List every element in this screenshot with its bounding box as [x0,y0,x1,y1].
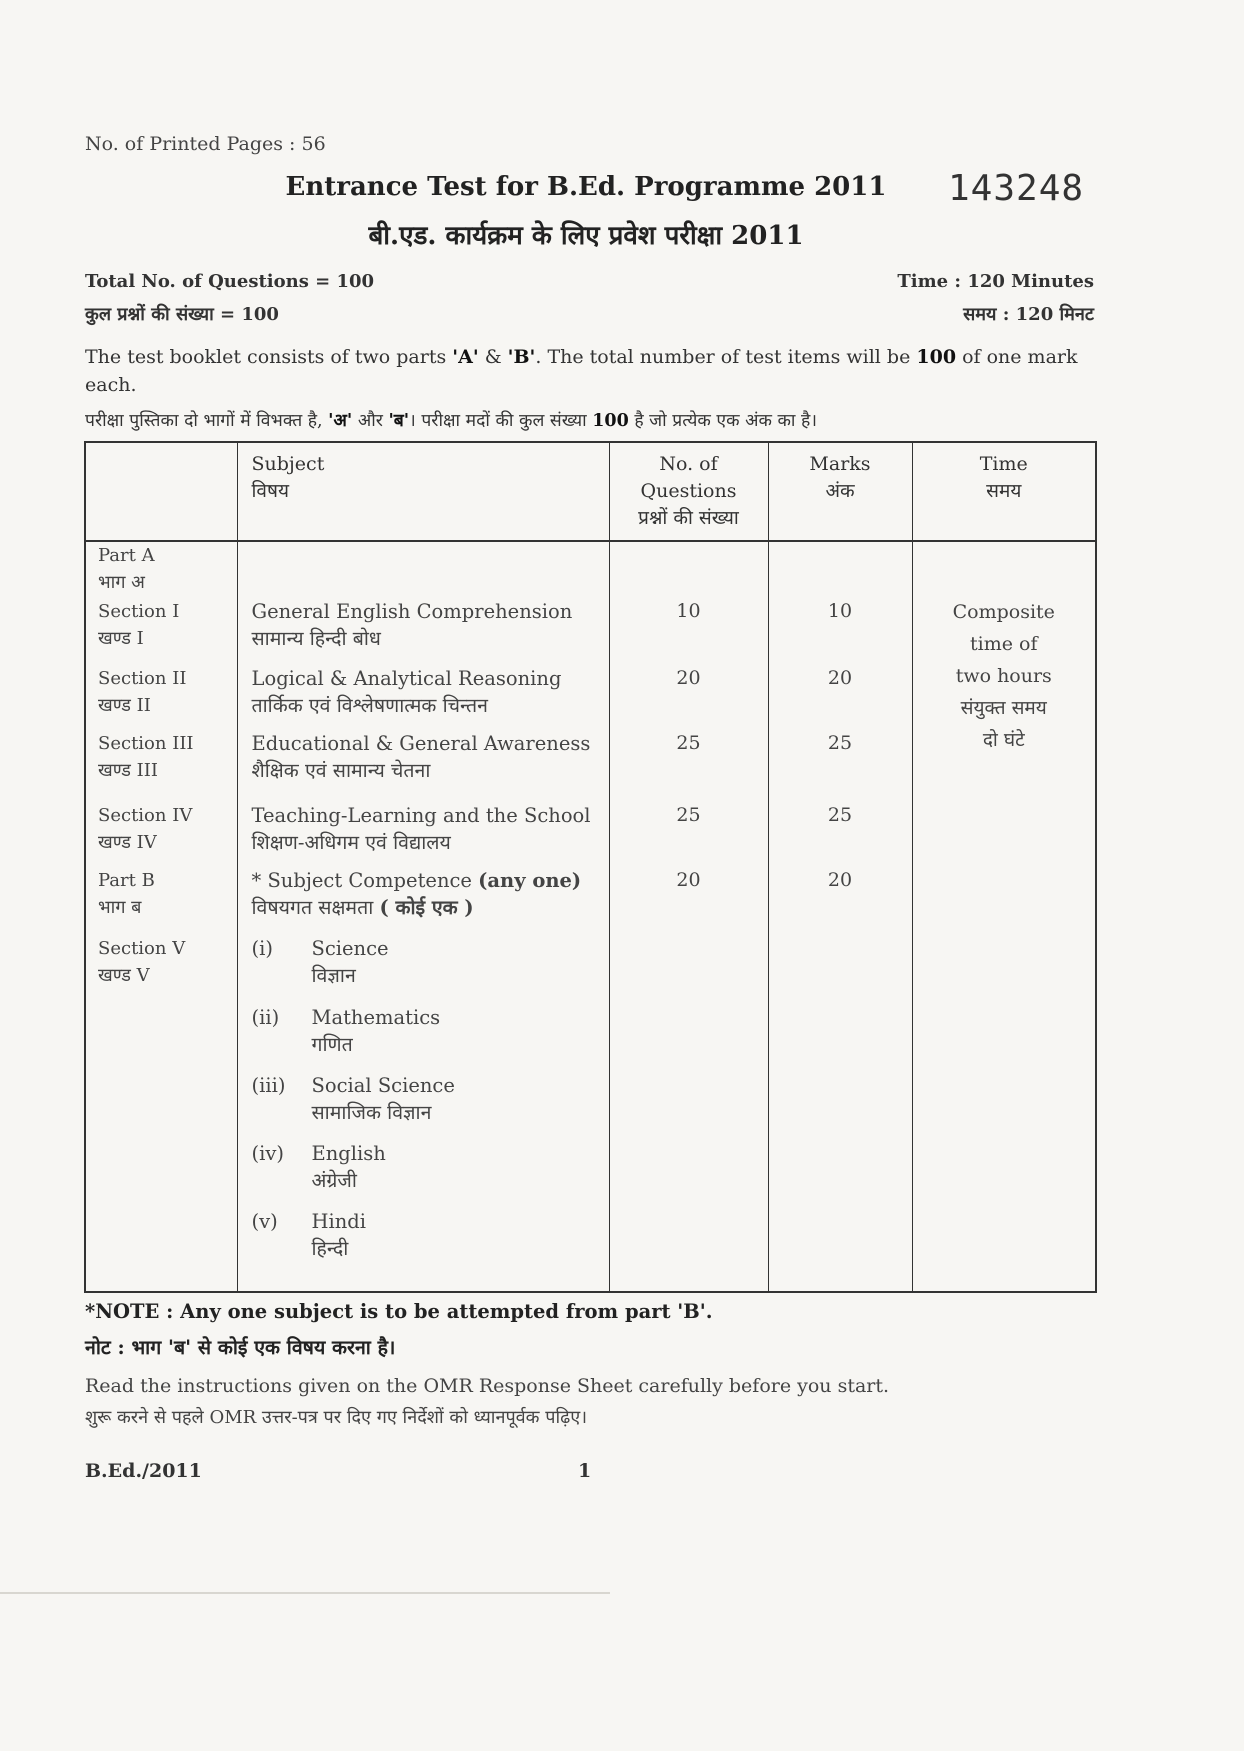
marks-value: 20 [827,667,853,689]
option-mathematics: (ii) Mathematics गणित [251,1006,441,1056]
part-a-label: Part A भाग अ [98,545,155,593]
time-hi: समय : 120 मिनट [963,304,1094,325]
subject-3: Educational & General Awareness शैक्षिक एवं सामान्य चेतना [251,732,591,782]
intro-hindi: परीक्षा पुस्तिका दो भागों में विभक्त है, 'अ' और 'ब'। परीक्षा मदों की कुल संख्या 100 है जो प्रत्येक एक अंक का है। [85,411,817,431]
section-3-label: Section III खण्ड III [98,733,194,781]
sections-column [85,541,237,1292]
questions-count: 20 [676,869,701,891]
option-english: (iv) English अंग्रेजी [251,1142,386,1192]
note-hindi: नोट : भाग 'ब' से कोई एक विषय करना है। [85,1336,396,1359]
questions-count: 25 [676,732,701,754]
marks-column [768,541,912,1292]
booklet-code: B.Ed./2011 [85,1460,202,1482]
section-4-label: Section IV खण्ड IV [98,805,193,853]
page-number: 1 [578,1460,592,1482]
questions-count: 25 [676,804,701,826]
marks-value: 25 [827,804,853,826]
section-1-label: Section I खण्ड I [98,601,180,649]
scan-line-divider [0,1592,610,1594]
title-english: Entrance Test for B.Ed. Programme 2011 [285,172,887,202]
part-b-label: Part B भाग ब [98,870,155,918]
subject-competence: * Subject Competence (any one) विषयगत सक्षमता ( कोई एक ) [251,869,582,919]
header-blank [85,442,237,541]
printed-pages: No. of Printed Pages : 56 [85,133,326,155]
note-english: *NOTE : Any one subject is to be attempted from part 'B'. [85,1300,713,1323]
subject-4: Teaching-Learning and the School शिक्षण-अधिगम एवं विद्यालय [251,804,591,854]
header-time: Time समय [912,442,1096,541]
test-structure-table [84,441,1097,1293]
serial-number: 143248 [948,168,1085,209]
marks-value: 10 [827,600,853,622]
title-hindi: बी.एड. कार्यक्रम के लिए प्रवेश परीक्षा 2011 [368,221,804,251]
intro-english: The test booklet consists of two parts 'A' & 'B'. The total number of test items will be 100 of one mark each. [85,346,1078,396]
marks-value: 25 [827,732,853,754]
section-5-label: Section V खण्ड V [98,938,186,986]
subject-2: Logical & Analytical Reasoning तार्किक एवं विश्लेषणात्मक चिन्तन [251,667,562,717]
subject-1: General English Comprehension सामान्य हिन्दी बोध [251,600,573,650]
header-marks: Marks अंक [768,442,912,541]
questions-count: 20 [676,667,701,689]
time-en: Time : 120 Minutes [897,271,1094,292]
header-subject: Subject विषय [237,442,609,541]
questions-count: 10 [676,600,701,622]
instructions-english: Read the instructions given on the OMR Response Sheet carefully before you start. [85,1375,890,1397]
table-body-row [85,541,1096,1292]
instructions-hindi: शुरू करने से पहले OMR उत्तर-पत्र पर दिए गए निर्देशों को ध्यानपूर्वक पढ़िए। [85,1407,588,1428]
option-science: (i) Science विज्ञान [251,937,389,987]
option-social-science: (iii) Social Science सामाजिक विज्ञान [251,1074,455,1124]
total-questions-hi: कुल प्रश्नों की संख्या = 100 [85,304,279,325]
subjects-column [237,541,609,1292]
total-questions-en: Total No. of Questions = 100 [85,271,375,292]
option-hindi: (v) Hindi हिन्दी [251,1210,367,1260]
header-questions: No. of Questions प्रश्नों की संख्या [609,442,768,541]
section-2-label: Section II खण्ड II [98,668,187,716]
table-header-row [85,442,1096,541]
marks-value: 20 [827,869,853,891]
questions-column [609,541,768,1292]
time-column [912,541,1096,1292]
composite-time: Composite time of two hours संयुक्त समय दो घंटे [952,601,1055,751]
